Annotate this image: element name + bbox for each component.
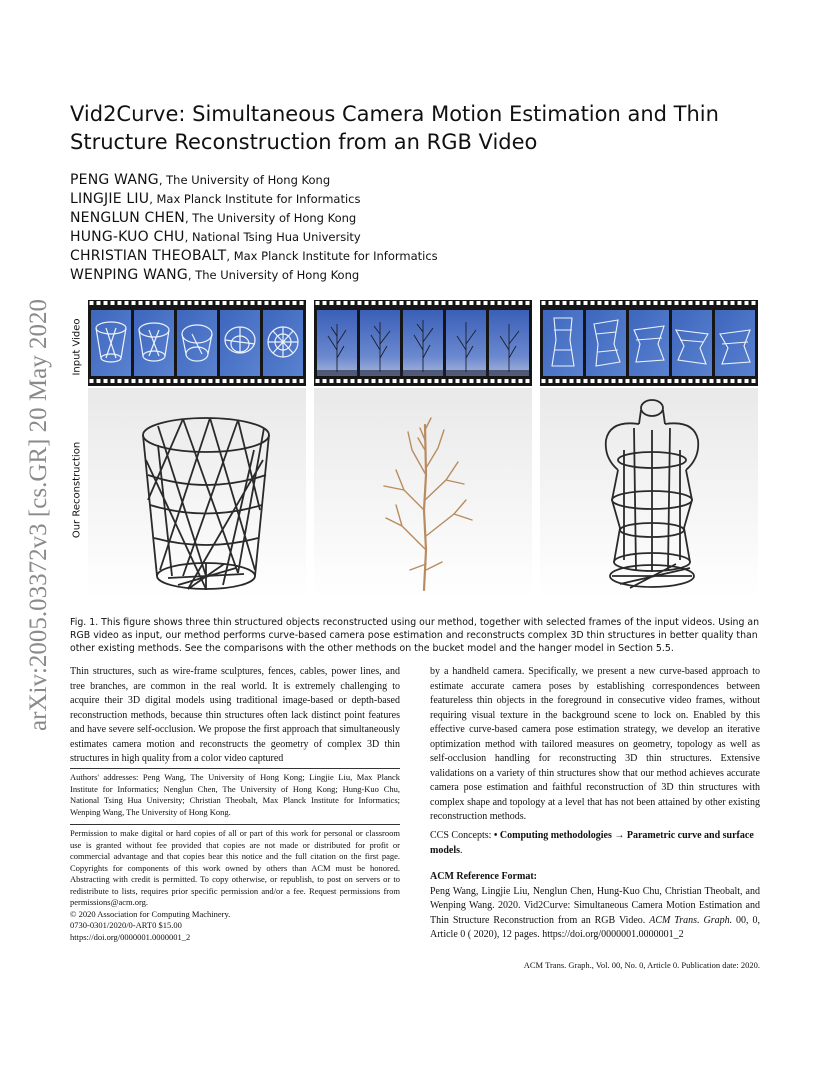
author: PENG WANG, The University of Hong Kong xyxy=(70,172,331,188)
authors-addresses: Authors' addresses: Peng Wang, The University of Hong Kong; Lingjie Liu, Max Planck Institute for Informatics; Nenglun Chen, The University of Hong Kong; Hung-Kuo Chu, National Tsing Hua University; Christian Theobalt, Max Planck Institute for Informatics; Wenping Wang, The University of Hong Kong. xyxy=(70,772,400,817)
label-input-video: Input Video xyxy=(71,318,83,376)
abstract-left-column: Thin structures, such as wire-frame sculptures, fences, cables, power lines, and tree branches, are common in the real world. It is extremely challenging to acquire their 3D digital models using traditional image-based or depth-based reconstruction methods, because thin structures often lack distinct point features and have severe self-occlusion. We propose the first approach that simultaneously estimates camera motion and reconstructs the geometry of complex 3D thin structures in high quality from a color video captured xyxy=(70,666,400,764)
label-our-reconstruction: Our Reconstruction xyxy=(71,441,83,539)
input-frames xyxy=(317,310,529,376)
arxiv-stamp xyxy=(16,280,62,750)
author: LINGJIE LIU, Max Planck Institute for Informatics xyxy=(70,191,361,207)
author: CHRISTIAN THEOBALT, Max Planck Institute for Informatics xyxy=(70,248,438,264)
input-frames xyxy=(543,310,755,376)
author: NENGLUN CHEN, The University of Hong Kong xyxy=(70,210,357,226)
divider xyxy=(70,768,400,769)
acm-reference-heading: ACM Reference Format: xyxy=(430,871,537,882)
page-footer: ACM Trans. Graph., Vol. 00, No. 0, Article 0. Publication date: 2020. xyxy=(523,960,760,970)
author-list xyxy=(70,170,630,284)
arxiv-id: arXiv:2005.03372v3 [cs.GR] 20 May 2020 xyxy=(25,299,52,731)
panel-tree xyxy=(314,300,532,598)
author: HUNG-KUO CHU, National Tsing Hua University xyxy=(70,229,361,245)
panel-bucket xyxy=(88,300,306,598)
input-frames xyxy=(91,310,303,376)
panel-hanger xyxy=(540,300,758,598)
issn: 0730-0301/2020/0-ART0 $15.00 xyxy=(70,920,182,930)
abstract-right-column: by a handheld camera. Specifically, we present a new curve-based approach to estimate accurate camera poses by establishing correspondences between featureless thin objects in the foreground in consecutive video frames, without requiring visual texture in the background scene to lock on. Enabled by this effective curve-based camera pose estimation strategy, we develop an iterative optimization method with tailored measures on geometry, topology as well as self-occlusion handling for reconstructing 3D thin structures. Extensive validations on a variety of thin structures show that our method achieves accurate camera pose estimation and faithful reconstruction of 3D thin structures with complex shape and topology at a level that has not been attained by other existing reconstruction methods. xyxy=(430,666,760,822)
permission-notice: Permission to make digital or hard copies of all or part of this work for personal or classroom use is granted without fee provided that copies are not made or distributed for profit or commercial advantage and that copies bear this notice and the full citation on the first page. Copyrights for components of this work owned by others than ACM must be honored. Abstracting with credit is permitted. To copy otherwise, or republish, to post on servers or to redistribute to lists, requires prior specific permission and/or a fee. Request permissions from permissions@acm.org. © 2020 Association for Computing Machinery. 0730-0301/2020/0-ART0 $15.00 https://doi.org/0000001.0000001_2 xyxy=(70,828,400,942)
author: WENPING WANG, The University of Hong Kong xyxy=(70,267,360,283)
figure-caption: Fig. 1. This figure shows three thin structured objects reconstructed using our method, together with selected frames of the input videos. Using an RGB video as input, our method performs curve-based camera pose estimation and reconstructs complex 3D thin structures in better quality than other existing methods. See the comparisons with the other methods on the bucket model and the hanger model in Section 5.5. xyxy=(70,617,760,654)
acm-reference: ACM Reference Format: Peng Wang, Lingjie Liu, Nenglun Chen, Hung-Kuo Chu, Christian Theobalt, and Wenping Wang. 2020. Vid2Curve: Simultaneous Camera Motion Estimation and Thin Structure Reconstruction from an RGB Video. ACM Trans. Graph. 00, 0, Article 0 ( 2020), 12 pages. https://doi.org/0000001.0000001_2 xyxy=(430,871,760,940)
divider xyxy=(70,824,400,825)
paper-title: Vid2Curve: Simultaneous Camera Motion Estimation and Thin Structure Reconstruction from an RGB Video xyxy=(70,102,719,154)
ccs-concepts: CCS Concepts: • Computing methodologies → Parametric curve and surface models. xyxy=(430,830,754,856)
doi: https://doi.org/0000001.0000001_2 xyxy=(70,931,191,942)
teaser-figure xyxy=(88,300,758,600)
copyright: © 2020 Association for Computing Machinery. xyxy=(70,908,231,919)
